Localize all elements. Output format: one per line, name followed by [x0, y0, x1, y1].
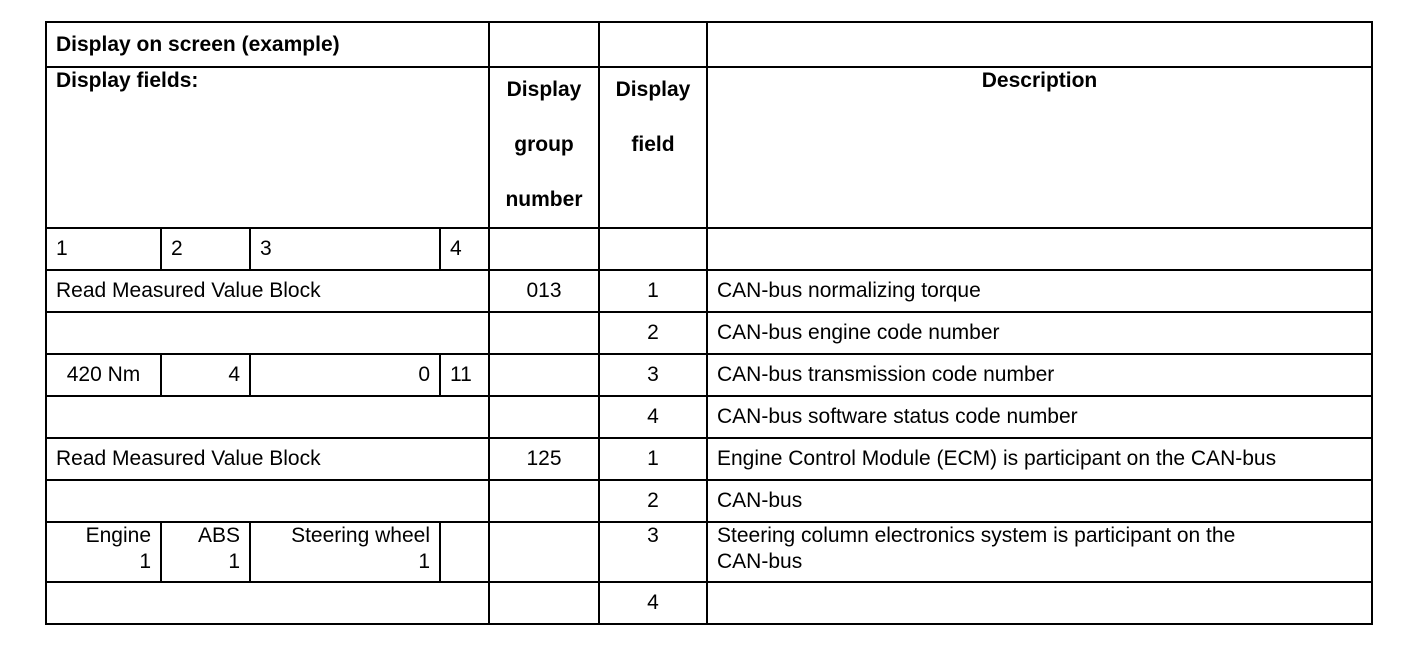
header-line: number: [505, 188, 583, 211]
group-number: [489, 396, 599, 438]
fields-text: [46, 582, 489, 624]
table-row: [46, 480, 1372, 522]
header-line: Display: [615, 78, 691, 101]
table-title: Display on screen (example): [46, 22, 489, 67]
field-number: 3: [599, 354, 707, 396]
fields-text: [46, 312, 489, 354]
description-line: Steering column electronics system is participant on the: [717, 524, 1236, 547]
field-number: 3: [599, 522, 707, 582]
field-value-3: 0: [250, 354, 440, 396]
measured-value-table: [45, 21, 1373, 625]
field-value-1: [46, 522, 161, 582]
fields-text: [46, 480, 489, 522]
field-number-row: [46, 228, 1372, 270]
empty-cell: [707, 228, 1372, 270]
group-number: [489, 312, 599, 354]
field-number-3: 3: [250, 228, 440, 270]
group-number: [489, 522, 599, 582]
field-number: 4: [599, 582, 707, 624]
field-number: 4: [599, 396, 707, 438]
field-value: 1: [228, 550, 240, 573]
field-label: Steering wheel: [291, 524, 430, 547]
group-number: 125: [489, 438, 599, 480]
table-row: [46, 522, 1372, 582]
empty-cell: [599, 22, 707, 67]
field-label: Engine: [85, 524, 151, 547]
group-number: [489, 480, 599, 522]
description-header: Description: [707, 67, 1372, 228]
field-value-4: 11: [440, 354, 489, 396]
display-field-header: [599, 67, 707, 228]
header-line: field: [631, 133, 675, 156]
field-value: 1: [418, 550, 430, 573]
description: CAN-bus normalizing torque: [707, 270, 1372, 312]
header-line: Display: [506, 78, 582, 101]
empty-cell: [489, 228, 599, 270]
field-number: 2: [599, 480, 707, 522]
group-number: [489, 582, 599, 624]
field-value-3: [250, 522, 440, 582]
table-row: [46, 396, 1372, 438]
group-number: [489, 354, 599, 396]
header-row-title: [46, 22, 1372, 67]
display-fields-header: Display fields:: [46, 67, 489, 228]
description: CAN-bus: [707, 480, 1372, 522]
empty-cell: [707, 22, 1372, 67]
header-line: group: [514, 133, 574, 156]
description-line: CAN-bus: [717, 550, 803, 573]
description: [707, 522, 1372, 582]
field-number: 1: [599, 270, 707, 312]
fields-text: [46, 396, 489, 438]
table-row: [46, 270, 1372, 312]
field-label: ABS: [197, 524, 240, 547]
field-value-4: [440, 522, 489, 582]
field-number: 1: [599, 438, 707, 480]
description: CAN-bus transmission code number: [707, 354, 1372, 396]
table-row: [46, 354, 1372, 396]
field-number: 2: [599, 312, 707, 354]
description: Engine Control Module (ECM) is participant on the CAN-bus: [707, 438, 1372, 480]
display-group-number-header: [489, 67, 599, 228]
table-row: [46, 582, 1372, 624]
table-row: [46, 312, 1372, 354]
field-number-2: 2: [161, 228, 250, 270]
field-value-1: 420 Nm: [46, 354, 161, 396]
description: CAN-bus engine code number: [707, 312, 1372, 354]
description: CAN-bus software status code number: [707, 396, 1372, 438]
empty-cell: [599, 228, 707, 270]
field-number-4: 4: [440, 228, 489, 270]
field-value: 1: [139, 550, 151, 573]
fields-text: Read Measured Value Block: [46, 270, 489, 312]
header-row-columns: [46, 67, 1372, 228]
group-number: 013: [489, 270, 599, 312]
field-value-2: 4: [161, 354, 250, 396]
empty-cell: [489, 22, 599, 67]
table-row: [46, 438, 1372, 480]
field-number-1: 1: [46, 228, 161, 270]
description: [707, 582, 1372, 624]
field-value-2: [161, 522, 250, 582]
fields-text: Read Measured Value Block: [46, 438, 489, 480]
